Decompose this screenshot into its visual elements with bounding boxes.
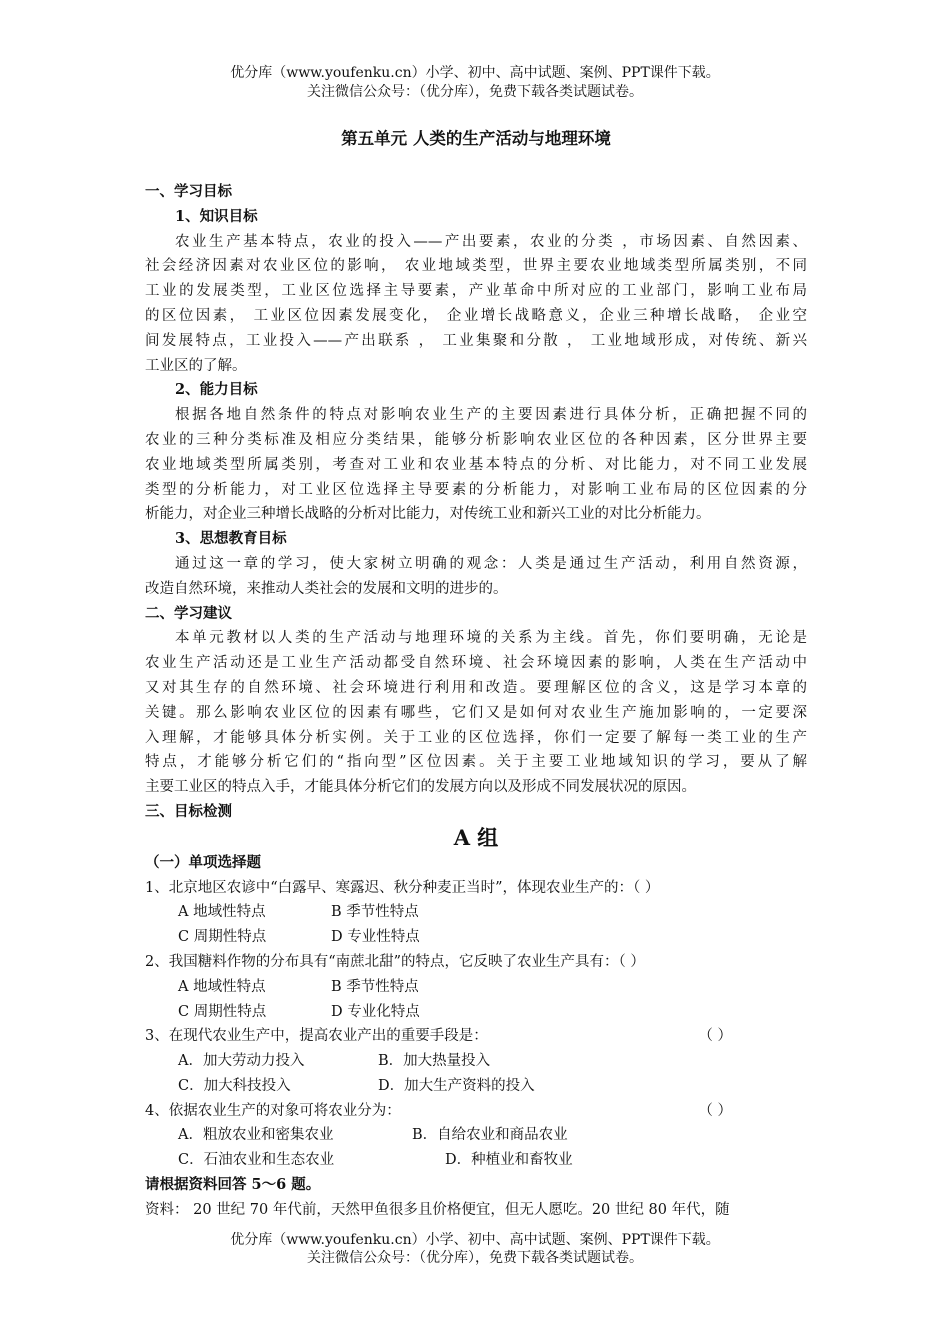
- option-row: [145, 925, 807, 950]
- option-d: D 专业性特点: [331, 929, 420, 946]
- option-row: [145, 1049, 807, 1074]
- option-row: [145, 900, 807, 925]
- section-heading: 一、学习目标: [145, 183, 232, 200]
- option-b: B．自给农业和商品农业: [412, 1127, 568, 1144]
- option-row: [145, 1123, 807, 1148]
- paragraph-line: 的区位因素， 工业区位因素发展变化， 企业增长战略意义，企业三种增长战略， 企业空: [145, 307, 807, 324]
- material-line: 资料： 20 世纪 70 年代前，天然甲鱼很多且价格便宜，但无人愿吃。20 世纪 80 年代，随: [145, 1201, 730, 1218]
- option-a: A 地域性特点: [178, 904, 266, 921]
- option-d: D．种植业和畜牧业: [445, 1152, 573, 1169]
- paragraph-line: 改造自然环境，来推动人类社会的发展和文明的进步的。: [145, 580, 508, 597]
- paragraph-line: 社会经济因素对农业区位的影响， 农业地域类型，世界主要农业地域类型所属类别，不同: [145, 258, 807, 275]
- question-stem: 2、我国糖料作物的分布具有“南蔗北甜”的特点，它反映了农业生产具有：（ ）: [145, 953, 645, 970]
- option-row: [145, 1000, 807, 1025]
- question-row: [145, 1099, 807, 1124]
- option-a: A 地域性特点: [178, 978, 266, 995]
- paragraph-line: 类型的分析能力，对工业区位选择主导要素的分析能力，对影响工业布局的区位因素的分: [145, 481, 807, 498]
- document-title: 第五单元 人类的生产活动与地理环境: [341, 129, 611, 148]
- material-heading: 请根据资料回答 5～6 题。: [145, 1176, 321, 1194]
- paragraph-line: 主要工业区的特点入手，才能具体分析它们的发展方向以及形成不同发展状况的原因。: [145, 779, 696, 796]
- paragraph-line: 本单元教材以人类的生产活动与地理环境的关系为主线。首先，你们要明确，无论是: [175, 630, 807, 647]
- question-row: [145, 1024, 807, 1049]
- paragraph-line: 农业生产活动还是工业生产活动都受自然环境、社会环境因素的影响，人类在生产活动中: [145, 655, 807, 672]
- paragraph-line: 关键。那么影响农业区位的因素有哪些，它们又是如何对农业生产施加影响的，一定要深: [145, 704, 807, 721]
- section-heading: 二、学习建议: [145, 604, 232, 622]
- section-heading: 三、目标检测: [145, 802, 232, 820]
- question-type-heading: （一）单项选择题: [145, 853, 261, 871]
- footer-line-1: 优分库（www.youfenku.cn）小学、初中、高中试题、案例、PPT课件下载。: [230, 1232, 720, 1248]
- answer-paren: （ ）: [698, 1028, 732, 1045]
- paragraph-line: 农业地域类型所属类别，考查对工业和农业基本特点的分析、对比能力，对不同工业发展: [145, 456, 807, 473]
- option-c: C．加大科技投入: [178, 1077, 291, 1094]
- paragraph-line: 工业区的了解。: [145, 357, 247, 374]
- paragraph-line: 入理解，才能够具体分析实例。关于工业的区位选择，你们一定要了解每一类工业的生产: [145, 729, 807, 746]
- paragraph-line: 农业生产基本特点，农业的投入——产出要素，农业的分类 ，市场因素、自然因素、: [175, 233, 807, 250]
- option-c: C 周期性特点: [178, 1003, 267, 1020]
- paragraph-line: 根据各地自然条件的特点对影响农业生产的主要因素进行具体分析，正确把握不同的: [175, 407, 807, 424]
- option-a: A．加大劳动力投入: [178, 1053, 305, 1070]
- option-row: [145, 1074, 807, 1099]
- answer-paren: （ ）: [698, 1102, 732, 1119]
- document-body: [145, 120, 807, 1223]
- paragraph-line: 特点，才能够分析它们的“指向型”区位因素。关于主要工业地域知识的学习，要从了解: [145, 754, 807, 771]
- option-a: A．粗放农业和密集农业: [178, 1127, 334, 1144]
- option-d: D．加大生产资料的投入: [378, 1077, 535, 1094]
- option-row: [145, 1148, 807, 1173]
- subsection-heading: 1、知识目标: [175, 207, 258, 225]
- option-b: B 季节性特点: [331, 904, 419, 921]
- paragraph-line: 析能力，对企业三种增长战略的分析对比能力，对传统工业和新兴工业的对比分析能力。: [145, 506, 711, 523]
- question-stem: 4、依据农业生产的对象可将农业分为：: [145, 1102, 401, 1119]
- subsection-heading: 2、能力目标: [175, 381, 258, 399]
- option-row: [145, 975, 807, 1000]
- paragraph-line: 通过这一章的学习，使大家树立明确的观念：人类是通过生产活动，利用自然资源，: [175, 555, 807, 572]
- paragraph-line: 工业的发展类型，工业区位选择主导要素，产业革命中所对应的工业部门，影响工业布局: [145, 283, 807, 300]
- header-line-1: 优分库（www.youfenku.cn）小学、初中、高中试题、案例、PPT课件下载。: [230, 65, 720, 81]
- paragraph-line: 又对其生存的自然环境、社会环境进行利用和改造。要理解区位的含义，这是学习本章的: [145, 679, 807, 696]
- option-b: B．加大热量投入: [378, 1053, 491, 1070]
- question-stem: 1、北京地区农谚中“白露早、寒露迟、秋分种麦正当时”，体现农业生产的：（ ）: [145, 879, 660, 896]
- paragraph-line: 农业的三种分类标准及相应分类结果，能够分析影响农业区位的各种因素，区分世界主要: [145, 431, 807, 448]
- group-heading: A 组: [453, 824, 499, 850]
- footer-line-2: 关注微信公众号：（优分库），免费下载各类试题试卷。: [307, 1250, 643, 1266]
- subsection-heading: 3、思想教育目标: [175, 530, 287, 548]
- header-line-2: 关注微信公众号：（优分库），免费下载各类试题试卷。: [307, 84, 643, 100]
- question-stem: 3、在现代农业生产中，提高农业产出的重要手段是：: [145, 1028, 488, 1045]
- option-c: C．石油农业和生态农业: [178, 1152, 335, 1169]
- option-c: C 周期性特点: [178, 929, 267, 946]
- paragraph-line: 间发展特点，工业投入——产出联系 ， 工业集聚和分散 ， 工业地域形成，对传统、新兴: [145, 332, 807, 349]
- option-b: B 季节性特点: [331, 978, 419, 995]
- option-d: D 专业化特点: [331, 1003, 420, 1020]
